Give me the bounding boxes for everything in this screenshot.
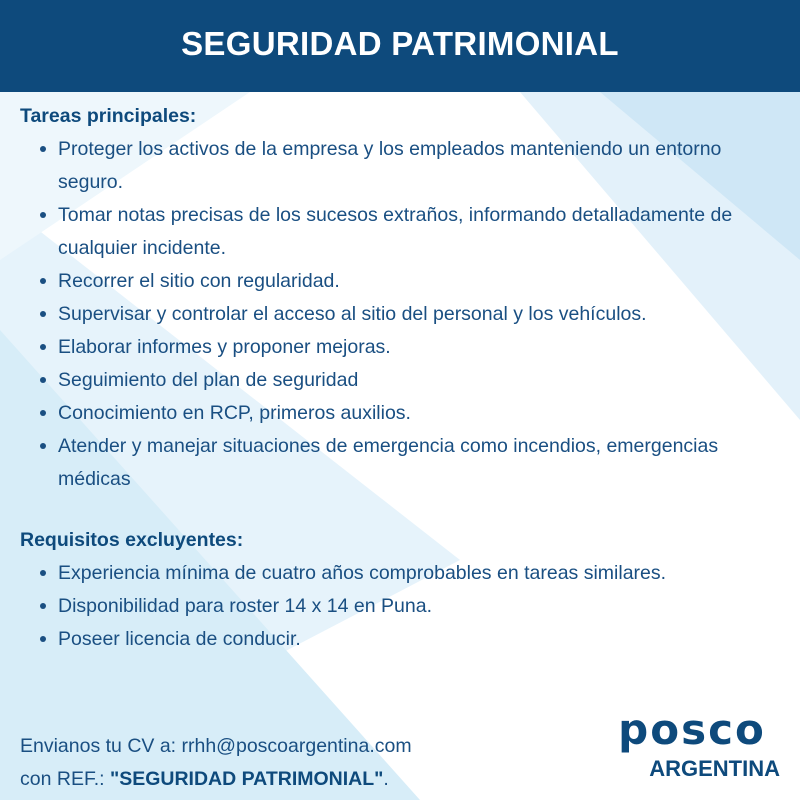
contact-ref-line — [20, 763, 412, 796]
contact-email-line[interactable]: Envianos tu CV a: rrhh@poscoargentina.com — [20, 735, 412, 757]
list-item: Recorrer el sitio con regularidad. — [20, 265, 780, 298]
main-content — [20, 100, 780, 656]
page-title: SEGURIDAD PATRIMONIAL — [181, 25, 619, 62]
list-item: Elaborar informes y proponer mejoras. — [20, 331, 780, 364]
list-item: Proteger los activos de la empresa y los empleados manteniendo un entorno seguro. — [20, 133, 780, 199]
logo-country: ARGENTINA — [649, 756, 780, 781]
list-item: Conocimiento en RCP, primeros auxilios. — [20, 397, 780, 430]
posco-logo — [602, 706, 782, 782]
list-item: Seguimiento del plan de seguridad — [20, 364, 780, 397]
requirements-title: Requisitos excluyentes: — [20, 529, 244, 551]
requirements-list — [20, 557, 780, 656]
ref-suffix: . — [383, 768, 389, 790]
list-item: Experiencia mínima de cuatro años comprobables en tareas similares. — [20, 557, 780, 590]
tasks-title: Tareas principales: — [20, 105, 197, 127]
ref-prefix: con REF.: — [20, 768, 110, 790]
tasks-list — [20, 133, 780, 496]
list-item: Tomar notas precisas de los sucesos extraños, informando detalladamente de cualquier incidente. — [20, 199, 780, 265]
contact-block — [20, 730, 412, 796]
list-item: Disponibilidad para roster 14 x 14 en Puna. — [20, 590, 780, 623]
list-item: Supervisar y controlar el acceso al sitio del personal y los vehículos. — [20, 298, 780, 331]
logo-brand: posco — [618, 705, 766, 754]
list-item: Poseer licencia de conducir. — [20, 623, 780, 656]
page-header — [0, 0, 800, 92]
list-item: Atender y manejar situaciones de emergencia como incendios, emergencias médicas — [20, 430, 780, 496]
ref-value: "SEGURIDAD PATRIMONIAL" — [109, 768, 384, 790]
